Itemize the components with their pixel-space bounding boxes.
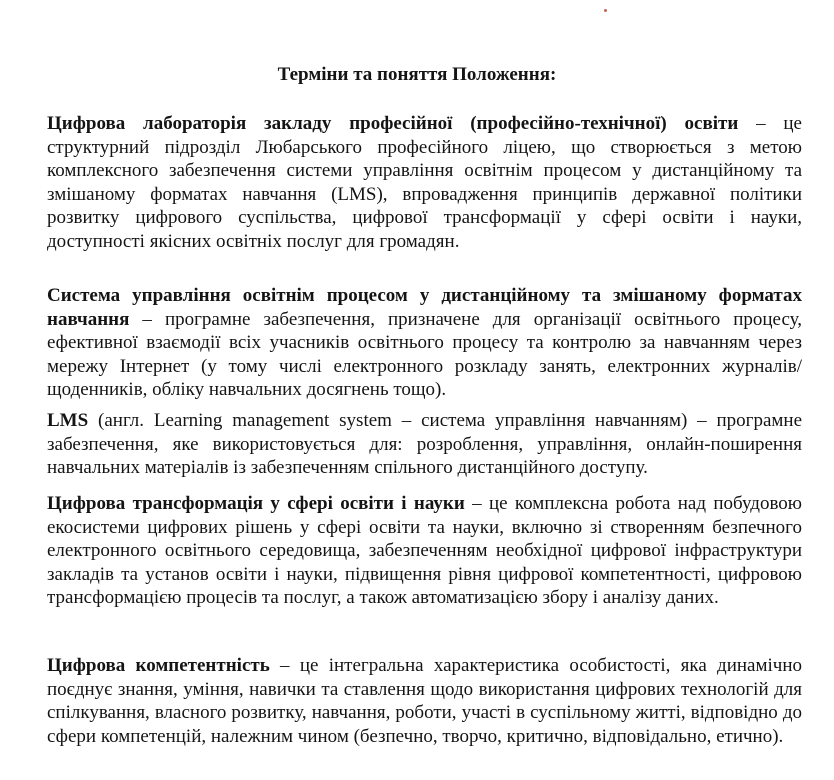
paragraph-digital-transformation [47,492,802,610]
definition-digital-transformation: – це комплексна робота над побудовою екосистеми цифрових рішень у сфері освіти та науки, включно зі створенням безпечного електронного освітнього середовища, забезпеченням необхідної цифрової інфраструктури закладів та установ освіти і науки, підвищення рівня цифрової компетентності, цифровою трансформацією процесів та послуг, а також автоматизацією збору і аналізу даних. [47,493,802,608]
term-digital-competence: Цифрова компетентність [47,655,270,676]
definition-education-management-system: – програмне забезпечення, призначене для організації освітнього процесу, ефективної взаємодії всіх учасників освітнього процесу та контролю за навчанням через мережу Інтернет (у тому числі електронного розкладу занять, електронних журналів/щоденників, обліку навчальних досягнень тощо). [47,308,802,400]
term-digital-laboratory: Цифрова лабораторія закладу професійної (професійно-технічної) освіти [47,113,739,134]
definition-digital-laboratory: – це структурний підрозділ Любарського професійного ліцею, що створюється з метою комплексного забезпечення системи управління освітнім процесом у дистанційному та змішаному форматах навчання (LMS), впровадження принципів державної політики розвитку цифрового суспільства, цифрової трансформації у сфері освіти і науки, доступності якісних освітніх послуг для громадян. [47,113,802,252]
paragraph-digital-competence [47,654,802,748]
term-digital-transformation: Цифрова трансформація у сфері освіти і науки [47,493,465,514]
term-lms: LMS [47,410,89,431]
scan-speck [604,9,607,12]
definition-lms: (англ. Learning management system – система управління навчанням) – програмне забезпечення, яке використовується для: розроблення, управління, онлайн-поширення навчальних матеріалів із забезпеченням спільного дистанційного доступу. [47,410,802,478]
paragraph-digital-laboratory [47,112,802,253]
document-title: Терміни та поняття Положення: [277,64,557,85]
definition-digital-competence: – це інтегральна характеристика особистості, яка динамічно поєднує знання, уміння, навички та ставлення щодо використання цифрових технологій для спілкування, власного розвитку, навчання, роботи, участі в суспільному житті, відповідно до сфери компетенцій, належним чином (безпечно, творчо, критично, відповідально, етично). [47,655,802,747]
paragraph-lms [47,409,802,480]
term-education-management-system: Система управління освітнім процесом у дистанційному та змішаному форматах навчання [47,285,802,330]
paragraph-education-management-system [47,284,802,402]
